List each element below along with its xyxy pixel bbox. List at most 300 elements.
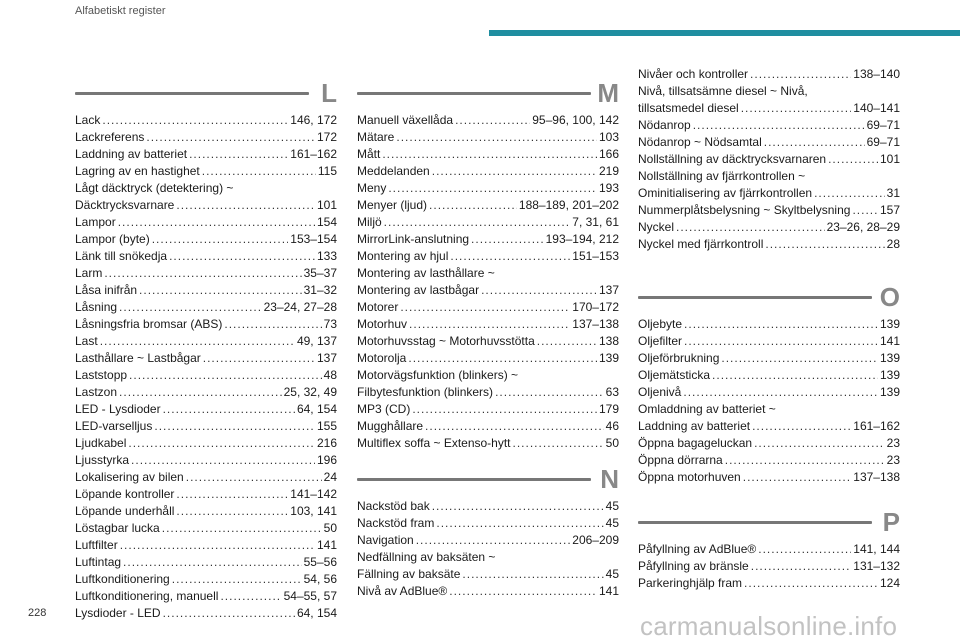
index-entry [75, 316, 337, 333]
dot-leader [129, 367, 322, 384]
entry-pages: 161–162 [290, 147, 337, 161]
index-entry [357, 316, 619, 333]
entry-label: Oljeförbrukning [638, 351, 720, 365]
entry-label: LED - Lysdioder [75, 402, 161, 416]
index-entry [75, 384, 337, 401]
index-entry [638, 541, 900, 558]
entry-label: Låsningsfria bromsar (ABS) [75, 317, 223, 331]
entry-pages: 139 [598, 351, 619, 365]
index-entry [357, 498, 619, 515]
dot-leader [220, 588, 281, 605]
dot-leader [712, 367, 878, 384]
entry-pages: 141–142 [290, 487, 337, 501]
entry-pages: 137 [316, 351, 337, 365]
index-entry [638, 558, 900, 575]
dot-leader [721, 350, 878, 367]
entry-pages: 170–172 [572, 300, 619, 314]
index-entry [75, 214, 337, 231]
section-header [357, 462, 619, 496]
section-letter: L [321, 78, 337, 108]
entry-label: Motorhuv [357, 317, 408, 331]
section-divider [357, 92, 591, 95]
dot-leader [400, 299, 570, 316]
index-entry [357, 112, 619, 129]
dot-leader [455, 112, 530, 129]
entry-label: MP3 (CD) [357, 402, 411, 416]
section-header [638, 280, 900, 314]
entry-pages: 137–138 [853, 470, 900, 484]
entry-label: Lokalisering av bilen [75, 470, 184, 484]
entry-label: Nyckel [638, 220, 675, 234]
index-entry [638, 83, 900, 100]
index-entry [357, 231, 619, 248]
index-entry [75, 537, 337, 554]
index-entry [638, 100, 900, 117]
entry-pages: 95–96, 100, 142 [532, 113, 619, 127]
entry-pages: 45 [605, 516, 619, 530]
index-entry [357, 566, 619, 583]
entry-label: Oljebyte [638, 317, 683, 331]
entry-label: Luftkonditionering, manuell [75, 589, 219, 603]
section-divider [638, 521, 872, 524]
entry-label: Löpande kontroller [75, 487, 175, 501]
index-entry [75, 282, 337, 299]
dot-leader [119, 299, 262, 316]
entry-label: Låsa inifrån [75, 283, 138, 297]
dot-leader [186, 469, 322, 486]
index-entry [357, 384, 619, 401]
entry-label: Montering av hjul [357, 249, 449, 263]
index-entry [357, 146, 619, 163]
entry-pages: 151–153 [572, 249, 619, 263]
entry-label: Nackstöd bak [357, 499, 430, 513]
index-entry [357, 180, 619, 197]
entry-pages: 157 [879, 203, 900, 217]
index-entry [638, 452, 900, 469]
dot-leader [139, 282, 302, 299]
dot-leader [495, 384, 604, 401]
index-entry [638, 333, 900, 350]
entry-label: Nollställning av fjärrkontrollen ~ [638, 169, 806, 183]
index-entry [75, 129, 337, 146]
entry-label: Ominitialisering av fjärrkontrollen [638, 186, 813, 200]
dot-leader [396, 129, 597, 146]
index-entry [75, 520, 337, 537]
watermark: carmanualsonline.info [640, 611, 898, 641]
index-entry [638, 469, 900, 486]
index-entry [75, 418, 337, 435]
dot-leader [146, 129, 315, 146]
dot-leader [741, 100, 852, 117]
index-entry [638, 401, 900, 418]
entry-pages: 141 [879, 334, 900, 348]
dot-leader [462, 566, 603, 583]
index-entry [638, 117, 900, 134]
dot-leader [102, 112, 288, 129]
entry-pages: 48 [323, 368, 337, 382]
entry-pages: 161–162 [853, 419, 900, 433]
entry-label: Lasthållare ~ Lastbågar [75, 351, 201, 365]
entry-label: Lysdioder - LED [75, 606, 161, 620]
section-divider [75, 92, 309, 95]
dot-leader [100, 333, 295, 350]
entry-label: Lampor [75, 215, 116, 229]
dot-leader [764, 134, 865, 151]
header-accent-bar [489, 30, 960, 36]
dot-leader [202, 163, 316, 180]
index-entry [75, 571, 337, 588]
dot-leader [684, 333, 878, 350]
entry-label: Luftfilter [75, 538, 118, 552]
entry-pages: 25, 32, 49 [283, 385, 337, 399]
entry-pages: 155 [316, 419, 337, 433]
dot-leader [416, 532, 571, 549]
entry-label: tillsatsmedel diesel [638, 101, 739, 115]
entry-pages: 188–189, 201–202 [518, 198, 619, 212]
entry-label: Öppna motorhuven [638, 470, 741, 484]
page-number: 228 [28, 607, 47, 619]
index-entry [638, 185, 900, 202]
index-entry [638, 384, 900, 401]
entry-pages: 124 [879, 576, 900, 590]
index-entry [75, 588, 337, 605]
entry-label: Öppna dörrarna [638, 453, 723, 467]
entry-pages: 46 [605, 419, 619, 433]
dot-leader [189, 146, 288, 163]
section-entries [638, 541, 900, 592]
entry-label: Omladdning av batteriet ~ [638, 402, 776, 416]
index-entry [75, 350, 337, 367]
entry-label: Filbytesfunktion (blinkers) [357, 385, 494, 399]
dot-leader [751, 558, 852, 575]
entry-label: Nivåer och kontroller [638, 67, 749, 81]
section-entries [638, 316, 900, 486]
entry-label: Ljudkabel [75, 436, 127, 450]
dot-leader [684, 316, 878, 333]
index-entry [75, 197, 337, 214]
entry-pages: 55–56 [303, 555, 337, 569]
dot-leader [104, 265, 301, 282]
entry-label: Montering av lasthållare ~ [357, 266, 495, 280]
entry-pages: 49, 137 [296, 334, 337, 348]
index-entry [75, 333, 337, 350]
entry-pages: 23 [886, 453, 900, 467]
dot-leader [382, 146, 597, 163]
index-entry [638, 202, 900, 219]
entry-label: Menyer (ljud) [357, 198, 428, 212]
dot-leader [203, 350, 315, 367]
section-entries [75, 112, 337, 622]
index-entry [357, 197, 619, 214]
entry-pages: 153–154 [290, 232, 337, 246]
entry-pages: 154 [316, 215, 337, 229]
entry-pages: 45 [605, 499, 619, 513]
entry-label: Lastzon [75, 385, 118, 399]
entry-label: Lack [75, 113, 101, 127]
index-entry [638, 236, 900, 253]
dot-leader [162, 520, 322, 537]
entry-label: Multiflex soffa ~ Extenso-hytt [357, 436, 511, 450]
entry-label: Oljefilter [638, 334, 683, 348]
entry-label: Nödanrop [638, 118, 691, 132]
entry-label: Mätare [357, 130, 395, 144]
dot-leader [676, 219, 825, 236]
entry-pages: 206–209 [572, 533, 619, 547]
entry-pages: 166 [598, 147, 619, 161]
index-section-p [638, 505, 900, 592]
entry-pages: 45 [605, 567, 619, 581]
dot-leader [754, 435, 885, 452]
dot-leader [471, 231, 544, 248]
entry-label: Låsning [75, 300, 118, 314]
section-header [638, 505, 900, 539]
dot-leader [412, 401, 597, 418]
entry-label: Nivå, tillsatsämne diesel ~ Nivå, [638, 84, 808, 98]
index-entry [638, 66, 900, 83]
dot-leader [765, 236, 884, 253]
entry-pages: 138–140 [853, 67, 900, 81]
index-entry [357, 214, 619, 231]
index-entry [357, 129, 619, 146]
entry-pages: 28 [886, 237, 900, 251]
entry-label: Nollställning av däcktrycksvarnaren [638, 152, 827, 166]
dot-leader [758, 541, 851, 558]
index-entry [75, 248, 337, 265]
entry-pages: 141 [316, 538, 337, 552]
entry-pages: 69–71 [866, 135, 900, 149]
entry-label: Mugghållare [357, 419, 424, 433]
dot-leader [384, 214, 571, 231]
index-entry [638, 350, 900, 367]
dot-leader [172, 571, 302, 588]
entry-pages: 115 [317, 164, 337, 178]
entry-pages: 219 [598, 164, 619, 178]
dot-leader [154, 418, 315, 435]
entry-label: MirrorLink-anslutning [357, 232, 470, 246]
index-section-n [357, 462, 619, 600]
section-entries [357, 498, 619, 600]
dot-leader [432, 498, 604, 515]
index-entry [357, 299, 619, 316]
index-entry [75, 299, 337, 316]
section-divider [357, 478, 591, 481]
index-entry [357, 418, 619, 435]
entry-pages: 141 [598, 584, 619, 598]
entry-label: Motorhuvsstag ~ Motorhuvsstötta [357, 334, 535, 348]
entry-pages: 23 [886, 436, 900, 450]
entry-pages: 7, 31, 61 [572, 215, 619, 229]
index-entry [357, 583, 619, 600]
index-entry [75, 469, 337, 486]
entry-pages: 35–37 [303, 266, 337, 280]
index-entry [638, 219, 900, 236]
index-entry [75, 486, 337, 503]
index-entry [638, 367, 900, 384]
index-entry [638, 316, 900, 333]
entry-label: Laddning av batteriet [638, 419, 751, 433]
index-entry [75, 452, 337, 469]
entry-pages: 139 [879, 317, 900, 331]
dot-leader [123, 554, 302, 571]
entry-label: Parkeringhjälp fram [638, 576, 743, 590]
entry-label: LED-varselljus [75, 419, 153, 433]
section-divider [638, 296, 872, 299]
index-entry [357, 549, 619, 566]
entry-pages: 196 [316, 453, 337, 467]
dot-leader [481, 282, 597, 299]
entry-label: Påfyllning av AdBlue® [638, 542, 757, 556]
dot-leader [120, 537, 315, 554]
entry-label: Ljusstyrka [75, 453, 130, 467]
entry-label: Motorvägsfunktion (blinkers) ~ [357, 368, 519, 382]
dot-leader [118, 214, 315, 231]
entry-pages: 23–24, 27–28 [263, 300, 337, 314]
entry-pages: 179 [598, 402, 619, 416]
dot-leader [119, 384, 282, 401]
section-letter: P [882, 507, 900, 537]
index-entry [75, 367, 337, 384]
entry-pages: 131–132 [853, 559, 900, 573]
index-entry [75, 265, 337, 282]
entry-label: Lampor (byte) [75, 232, 150, 246]
index-section-l [75, 76, 337, 622]
section-letter: M [597, 78, 619, 108]
entry-pages: 172 [316, 130, 337, 144]
entry-label: Motorolja [357, 351, 407, 365]
header-title: Alfabetiskt register [75, 5, 166, 17]
index-entry [75, 231, 337, 248]
index-entry [357, 532, 619, 549]
entry-label: Motorer [357, 300, 399, 314]
section-entries [638, 66, 900, 253]
section-header [75, 76, 337, 110]
entry-label: Laddning av batteriet [75, 147, 188, 161]
entry-label: Nedfällning av baksäten ~ [357, 550, 496, 564]
entry-pages: 146, 172 [290, 113, 337, 127]
entry-label: Nödanrop ~ Nödsamtal [638, 135, 762, 149]
entry-label: Löstagbar lucka [75, 521, 160, 535]
index-entry [357, 401, 619, 418]
dot-leader [425, 418, 604, 435]
dot-leader [176, 503, 288, 520]
index-entry [75, 401, 337, 418]
entry-label: Meny [357, 181, 387, 195]
entry-label: Navigation [357, 533, 414, 547]
index-entry [75, 554, 337, 571]
dot-leader [814, 185, 885, 202]
entry-label: Montering av lastbågar [357, 283, 480, 297]
entry-label: Öppna bagageluckan [638, 436, 753, 450]
index-entry [638, 435, 900, 452]
dot-leader [725, 452, 885, 469]
index-entry [357, 163, 619, 180]
entry-label: Luftintag [75, 555, 122, 569]
dot-leader [176, 197, 315, 214]
entry-label: Fällning av baksäte [357, 567, 461, 581]
entry-pages: 73 [323, 317, 337, 331]
entry-pages: 50 [605, 436, 619, 450]
entry-pages: 133 [316, 249, 337, 263]
index-entry [357, 350, 619, 367]
dot-leader [408, 350, 597, 367]
entry-label: Påfyllning av bränsle [638, 559, 749, 573]
index-entry [75, 435, 337, 452]
entry-label: Lagring av en hastighet [75, 164, 200, 178]
dot-leader [450, 248, 570, 265]
index-section-o [638, 280, 900, 486]
dot-leader [224, 316, 321, 333]
index-entry [75, 163, 337, 180]
index-entry [357, 333, 619, 350]
entry-label: Mått [357, 147, 381, 161]
entry-pages: 54, 56 [303, 572, 337, 586]
dot-leader [744, 575, 878, 592]
entry-label: Meddelanden [357, 164, 430, 178]
entry-label: Nyckel med fjärrkontroll [638, 237, 764, 251]
entry-pages: 24 [323, 470, 337, 484]
entry-label: Nackstöd fram [357, 516, 435, 530]
dot-leader [388, 180, 597, 197]
index-entry [638, 134, 900, 151]
index-entry [357, 282, 619, 299]
dot-leader [409, 316, 570, 333]
entry-pages: 138 [598, 334, 619, 348]
dot-leader [176, 486, 288, 503]
section-entries [357, 112, 619, 452]
entry-label: Nummerplåtsbelysning ~ Skyltbelysning [638, 203, 851, 217]
section-header [357, 76, 619, 110]
index-entry [75, 146, 337, 163]
entry-label: Miljö [357, 215, 382, 229]
dot-leader [852, 202, 878, 219]
dot-leader [432, 163, 597, 180]
index-entry [357, 515, 619, 532]
entry-pages: 64, 154 [296, 606, 337, 620]
entry-label: Löpande underhåll [75, 504, 175, 518]
dot-leader [152, 231, 289, 248]
entry-pages: 141, 144 [853, 542, 900, 556]
dot-leader [828, 151, 878, 168]
dot-leader [429, 197, 517, 214]
entry-label: Laststopp [75, 368, 128, 382]
dot-leader [163, 401, 295, 418]
index-entry [357, 265, 619, 282]
index-entry [357, 367, 619, 384]
entry-pages: 101 [316, 198, 337, 212]
entry-label: Oljemätsticka [638, 368, 711, 382]
dot-leader [693, 117, 865, 134]
dot-leader [743, 469, 852, 486]
entry-label: Larm [75, 266, 103, 280]
index-entry [357, 435, 619, 452]
dot-leader [436, 515, 603, 532]
entry-pages: 137 [598, 283, 619, 297]
entry-pages: 139 [879, 368, 900, 382]
entry-pages: 103 [598, 130, 619, 144]
entry-pages: 64, 154 [296, 402, 337, 416]
entry-pages: 137–138 [572, 317, 619, 331]
entry-label: Lackreferens [75, 130, 145, 144]
index-section-n-continued [638, 64, 900, 253]
entry-label: Länk till snökedja [75, 249, 168, 263]
dot-leader [169, 248, 315, 265]
entry-pages: 50 [323, 521, 337, 535]
index-entry [638, 168, 900, 185]
dot-leader [163, 605, 295, 622]
index-entry [75, 605, 337, 622]
index-entry [75, 503, 337, 520]
entry-pages: 193–194, 212 [545, 232, 619, 246]
